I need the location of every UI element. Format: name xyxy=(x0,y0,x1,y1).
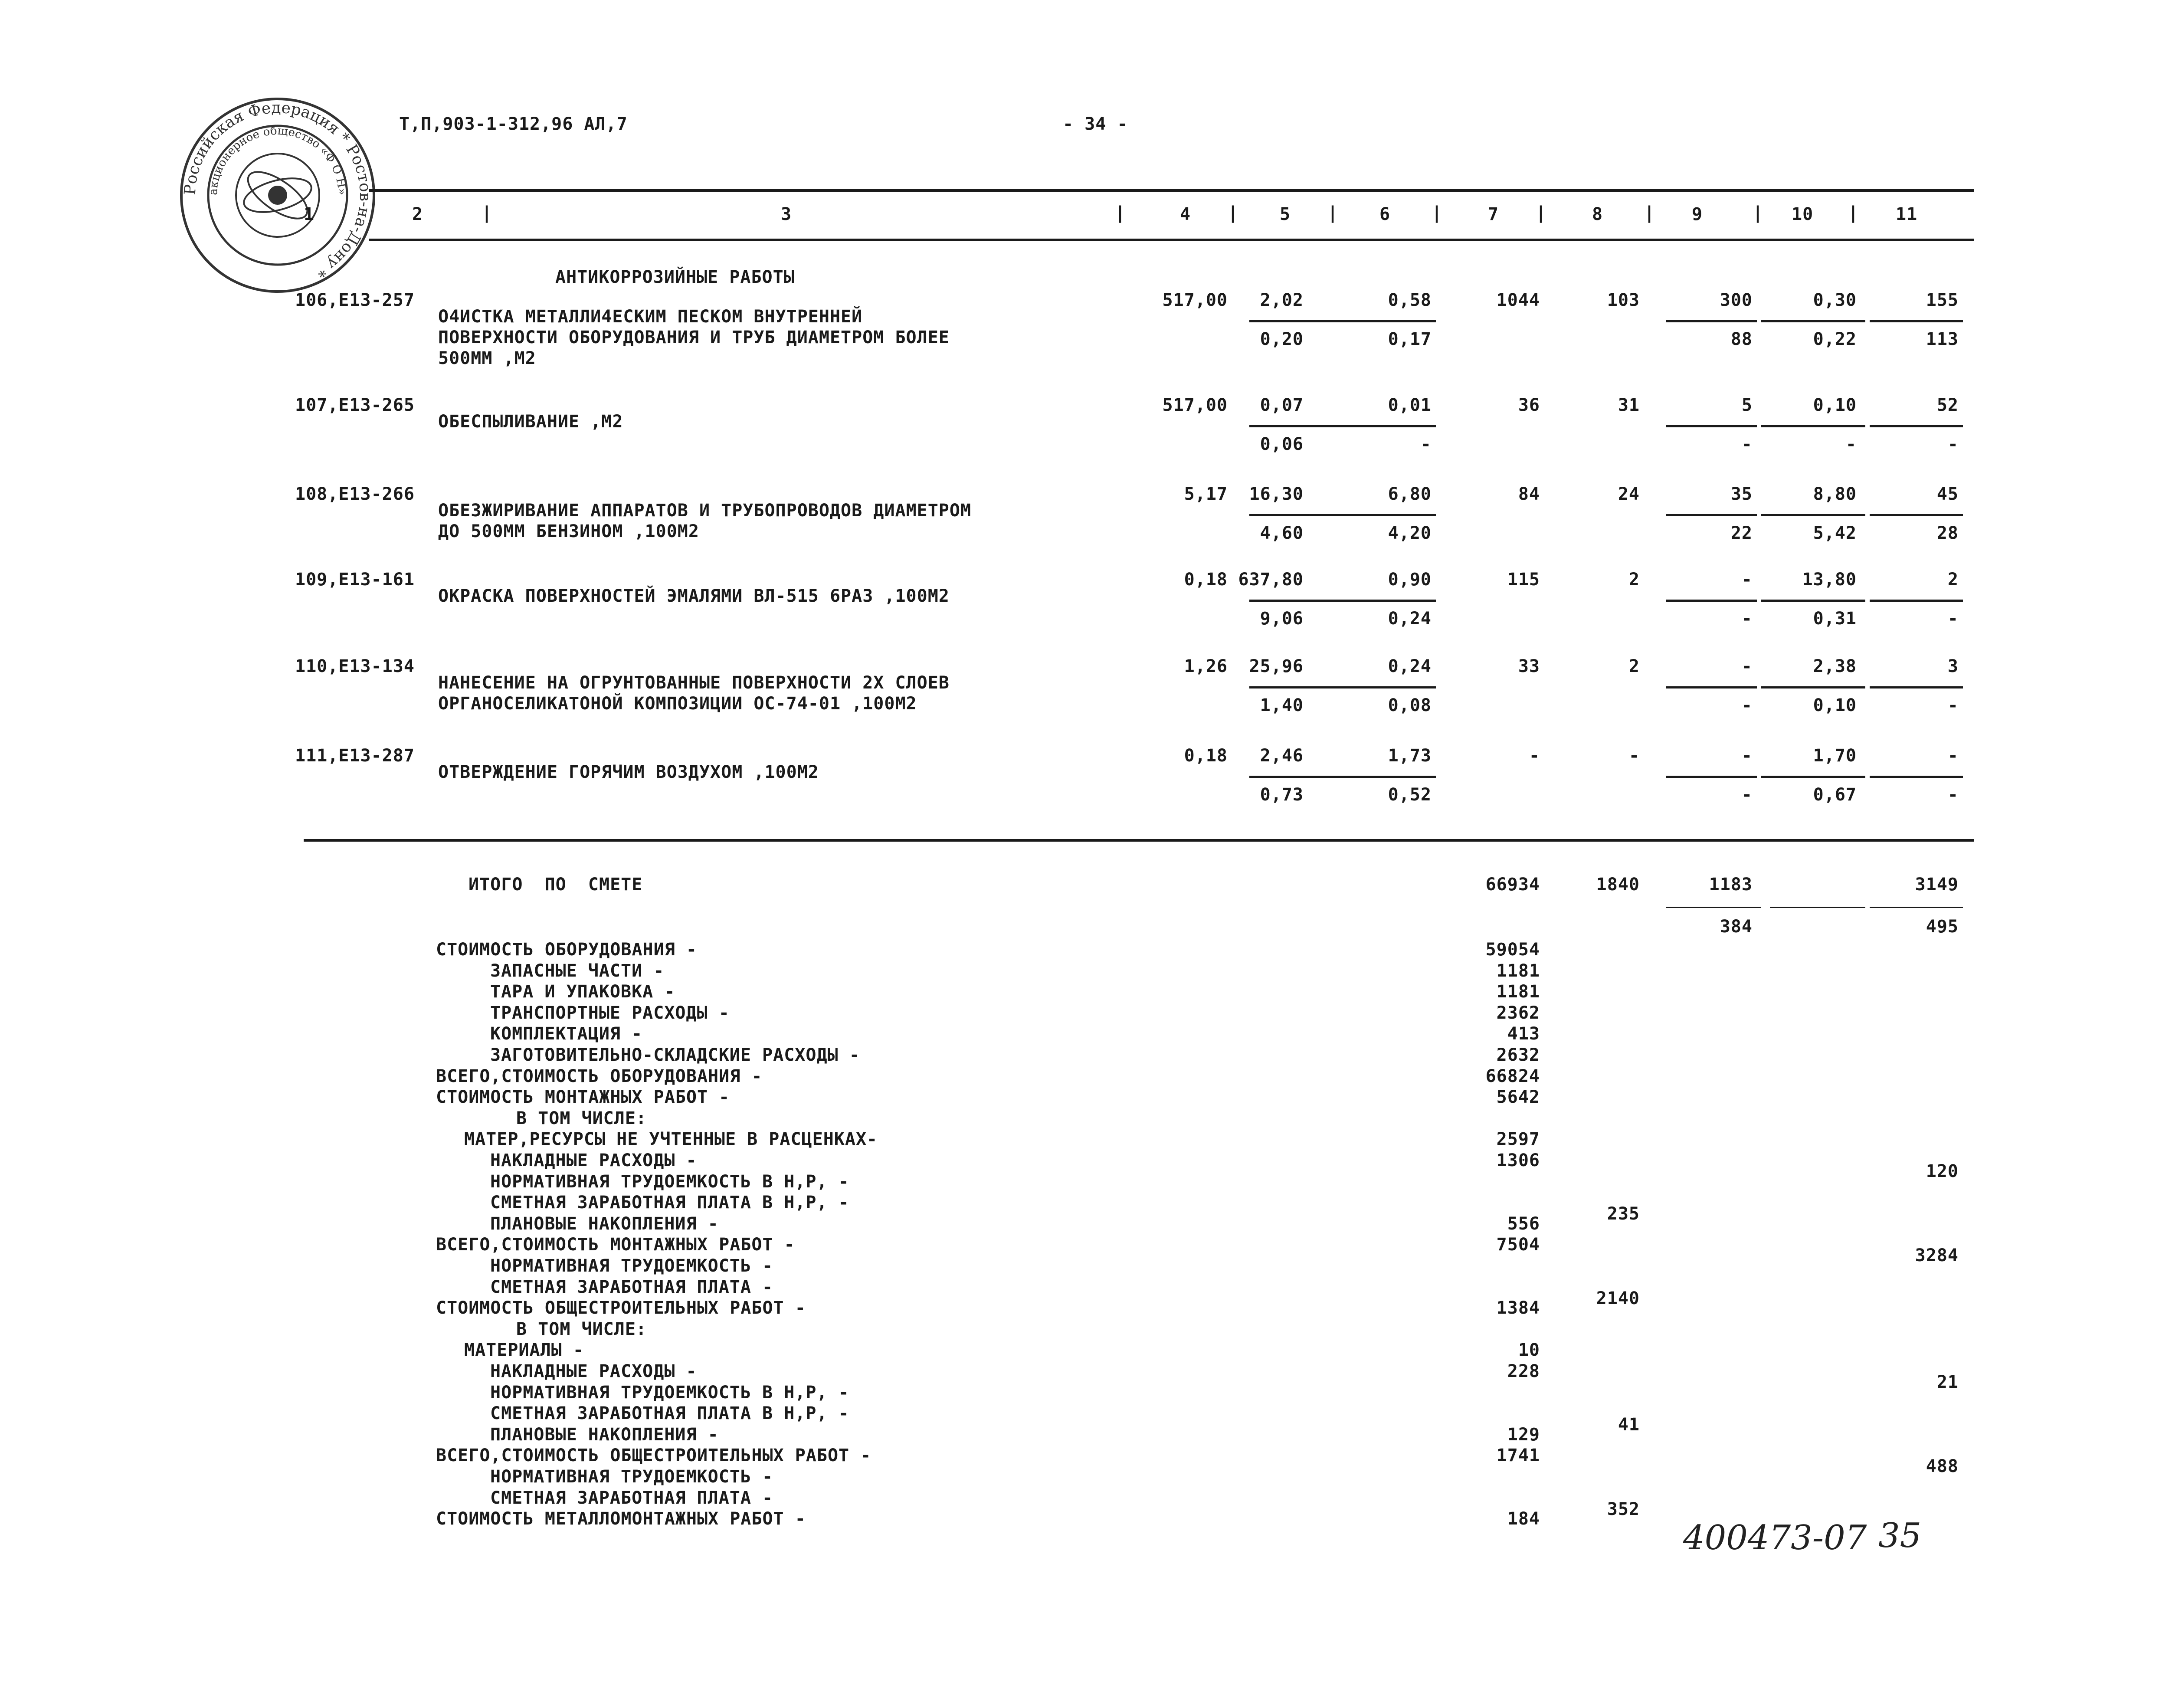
item-description: ПОВЕРХНОСТИ ОБОРУДОВАНИЯ И ТРУБ ДИАМЕТРОМ БОЛЕЕ xyxy=(438,328,950,348)
column-separator: | xyxy=(1228,203,1238,223)
cell-c5: 2,02 xyxy=(1260,290,1304,310)
cell-c6-sub: 0,52 xyxy=(1388,785,1432,805)
cell-c11: 155 xyxy=(1926,290,1959,310)
cell-c6-sub: 0,17 xyxy=(1388,329,1432,349)
summary-c7: 2597 xyxy=(1496,1129,1540,1150)
column-separator: | xyxy=(1432,203,1442,223)
cell-c4: 0,18 xyxy=(1184,746,1228,766)
cell-c9: 35 xyxy=(1730,484,1753,504)
cell-underline xyxy=(1349,776,1436,778)
cell-c8: 2 xyxy=(1628,570,1640,590)
summary-label: ТАРА И УПАКОВКА - xyxy=(490,982,675,1002)
cell-c5-sub: 9,06 xyxy=(1260,609,1304,629)
item-code: 110,Е13-134 xyxy=(295,656,415,676)
summary-c8: 2140 xyxy=(1596,1288,1640,1308)
cell-underline xyxy=(1870,600,1963,602)
cell-c9: 5 xyxy=(1741,395,1753,415)
cell-c5: 16,30 xyxy=(1249,484,1304,504)
column-header-7: 7 xyxy=(1488,204,1499,224)
summary-c11: 21 xyxy=(1936,1372,1959,1392)
summary-label: ВСЕГО,СТОИМОСТЬ ОБОРУДОВАНИЯ - xyxy=(436,1066,763,1086)
item-description: ОТВЕРЖДЕНИЕ ГОРЯЧИМ ВОЗДУХОМ ,100М2 xyxy=(438,762,819,782)
cell-c10: 0,30 xyxy=(1813,290,1857,310)
cell-c11-sub: 113 xyxy=(1926,329,1959,349)
cell-c8: - xyxy=(1628,746,1640,766)
table-header-bottom-rule xyxy=(369,239,1974,241)
cell-c5-sub: 1,40 xyxy=(1260,695,1304,715)
summary-label: ТРАНСПОРТНЫЕ РАСХОДЫ - xyxy=(490,1003,730,1023)
item-description: ОКРАСКА ПОВЕРХНОСТЕЙ ЭМАЛЯМИ ВЛ-515 6РАЗ ,100М2 xyxy=(438,586,950,606)
cell-c5: 25,96 xyxy=(1249,656,1304,676)
table-top-rule xyxy=(369,189,1974,192)
cell-c11-sub: - xyxy=(1947,434,1959,454)
summary-label: СМЕТНАЯ ЗАРАБОТНАЯ ПЛАТА - xyxy=(490,1488,773,1508)
summary-label: МАТЕРИАЛЫ - xyxy=(464,1340,584,1360)
column-header-4: 4 xyxy=(1180,204,1191,224)
cell-c11-sub: - xyxy=(1947,785,1959,805)
item-description: ОБЕСПЫЛИВАНИЕ ,М2 xyxy=(438,412,623,432)
cell-c4: 0,18 xyxy=(1184,570,1228,590)
cell-c6: 0,01 xyxy=(1388,395,1432,415)
cell-c5-sub: 0,06 xyxy=(1260,434,1304,454)
cell-c10-sub: 0,67 xyxy=(1813,785,1857,805)
total-c7: 66934 xyxy=(1485,875,1540,895)
cell-c8: 2 xyxy=(1628,656,1640,676)
cell-underline xyxy=(1666,600,1757,602)
cell-underline xyxy=(1349,320,1436,322)
cell-c11-sub: - xyxy=(1947,695,1959,715)
item-description: ДО 500ММ БЕНЗИНОМ ,100М2 xyxy=(438,521,699,541)
summary-c7: 1306 xyxy=(1496,1151,1540,1170)
summary-label: ВСЕГО,СТОИМОСТЬ ОБЩЕСТРОИТЕЛЬНЫХ РАБОТ - xyxy=(436,1446,871,1466)
column-separator: | xyxy=(1327,203,1338,223)
summary-c7: 5642 xyxy=(1496,1087,1540,1108)
cell-c10: 13,80 xyxy=(1802,570,1857,590)
cell-c11: 45 xyxy=(1936,484,1959,504)
cell-underline xyxy=(1870,514,1963,516)
summary-label: НАКЛАДНЫЕ РАСХОДЫ - xyxy=(490,1151,697,1170)
item-description: О4ИСТКА МЕТАЛЛИ4ЕСКИМ ПЕСКОМ ВНУТРЕННЕЙ xyxy=(438,307,863,327)
total-c11: 3149 xyxy=(1915,875,1959,895)
cell-c9-sub: - xyxy=(1741,609,1753,629)
cell-c7: 84 xyxy=(1518,484,1540,504)
cell-underline xyxy=(1666,320,1757,322)
total-c9: 1183 xyxy=(1709,875,1753,895)
summary-c7: 1181 xyxy=(1496,961,1540,981)
summary-label: СТОИМОСТЬ МЕТАЛЛОМОНТАЖНЫХ РАБОТ - xyxy=(436,1509,806,1529)
summary-c7: 10 xyxy=(1518,1340,1540,1360)
seal-outer-text: Российская Федерация * Ростов-на-Дону * xyxy=(181,98,374,281)
cell-c10: 0,10 xyxy=(1813,395,1857,415)
cell-c5: 637,80 xyxy=(1238,570,1304,590)
summary-label: ПЛАНОВЫЕ НАКОПЛЕНИЯ - xyxy=(490,1424,719,1445)
summary-label: НОРМАТИВНАЯ ТРУДОЕМКОСТЬ В Н,Р, - xyxy=(490,1382,849,1403)
item-description: ОРГАНОСЕЛИКАТОНОЙ КОМПОЗИЦИИ ОС-74-01 ,100М2 xyxy=(438,694,917,714)
handwritten-sheet-number: 35 xyxy=(1878,1516,1922,1555)
total-c8: 1840 xyxy=(1596,875,1640,895)
cell-underline xyxy=(1249,320,1362,322)
cell-underline xyxy=(1249,425,1362,427)
cell-c11: - xyxy=(1947,746,1959,766)
item-description: ОБЕЗЖИРИВАНИЕ АППАРАТОВ И ТРУБОПРОВОДОВ ДИАМЕТРОМ xyxy=(438,501,972,521)
summary-c7: 1181 xyxy=(1496,982,1540,1002)
item-code: 109,Е13-161 xyxy=(295,570,415,590)
table-end-rule xyxy=(304,839,1974,842)
cell-c8: 31 xyxy=(1618,395,1640,415)
summary-label: МАТЕР,РЕСУРСЫ НЕ УЧТЕННЫЕ В РАСЦЕНКАХ- xyxy=(464,1129,878,1150)
summary-label: СТОИМОСТЬ ОБЩЕСТРОИТЕЛЬНЫХ РАБОТ - xyxy=(436,1298,806,1318)
document-code: Т,П,903-1-312,96 АЛ,7 xyxy=(399,114,628,134)
summary-label: В ТОМ ЧИСЛЕ: xyxy=(516,1319,647,1339)
summary-c7: 556 xyxy=(1507,1213,1540,1234)
cell-underline xyxy=(1761,686,1865,688)
item-code: 108,Е13-266 xyxy=(295,484,415,504)
summary-c7: 2632 xyxy=(1496,1045,1540,1065)
cell-c10: 8,80 xyxy=(1813,484,1857,504)
item-code: 107,Е13-265 xyxy=(295,395,415,415)
cell-c11-sub: 28 xyxy=(1936,523,1959,543)
svg-text:акционерное общество «Ф О Н» xyxy=(207,125,348,196)
cell-c6-sub: 4,20 xyxy=(1388,523,1432,543)
summary-label: НОРМАТИВНАЯ ТРУДОЕМКОСТЬ - xyxy=(490,1467,773,1487)
column-header-11: 11 xyxy=(1896,204,1918,224)
cell-underline xyxy=(1770,907,1865,908)
cell-c7: 33 xyxy=(1518,656,1540,676)
cell-underline xyxy=(1870,425,1963,427)
summary-c11: 3284 xyxy=(1915,1246,1959,1265)
summary-c11: 120 xyxy=(1926,1161,1959,1181)
cell-underline xyxy=(1666,686,1757,688)
summary-c7: 7504 xyxy=(1496,1235,1540,1255)
cell-c8: 103 xyxy=(1607,290,1640,310)
cell-underline xyxy=(1249,686,1362,688)
cell-c7: 36 xyxy=(1518,395,1540,415)
cell-c9-sub: 22 xyxy=(1730,523,1753,543)
cell-underline xyxy=(1249,776,1362,778)
cell-c10-sub: 0,10 xyxy=(1813,695,1857,715)
summary-c7: 1384 xyxy=(1496,1298,1540,1318)
summary-c7: 184 xyxy=(1507,1509,1540,1529)
cell-c9-sub: - xyxy=(1741,785,1753,805)
cell-underline xyxy=(1761,600,1865,602)
seal-inner-text: акционерное общество «Ф О Н» xyxy=(206,124,349,196)
summary-label: ЗАГОТОВИТЕЛЬНО-СКЛАДСКИЕ РАСХОДЫ - xyxy=(490,1045,860,1065)
cell-c6-sub: - xyxy=(1420,434,1432,454)
cell-underline xyxy=(1666,776,1757,778)
cell-c8: 24 xyxy=(1618,484,1640,504)
column-header-2: 2 xyxy=(412,204,423,224)
section-title: АНТИКОРРОЗИЙНЫЕ РАБОТЫ xyxy=(555,267,795,287)
summary-label: СМЕТНАЯ ЗАРАБОТНАЯ ПЛАТА В Н,Р, - xyxy=(490,1403,849,1424)
cell-underline xyxy=(1761,514,1865,516)
summary-label: ЗАПАСНЫЕ ЧАСТИ - xyxy=(490,961,665,981)
cell-c6: 1,73 xyxy=(1388,746,1432,766)
column-header-8: 8 xyxy=(1592,204,1603,224)
cell-c4: 5,17 xyxy=(1184,484,1228,504)
cell-c5-sub: 0,73 xyxy=(1260,785,1304,805)
summary-label: НАКЛАДНЫЕ РАСХОДЫ - xyxy=(490,1361,697,1381)
cell-c4: 1,26 xyxy=(1184,656,1228,676)
summary-c8: 41 xyxy=(1618,1415,1640,1435)
summary-c11: 488 xyxy=(1926,1456,1959,1476)
cell-c7: 1044 xyxy=(1496,290,1540,310)
handwritten-inventory-number: 400473-07 xyxy=(1683,1518,1867,1557)
column-header-3: 3 xyxy=(781,204,792,224)
summary-label: НОРМАТИВНАЯ ТРУДОЕМКОСТЬ - xyxy=(490,1256,773,1276)
summary-label: СМЕТНАЯ ЗАРАБОТНАЯ ПЛАТА В Н,Р, - xyxy=(490,1193,849,1213)
cell-underline xyxy=(1870,320,1963,322)
cell-c9-sub: - xyxy=(1741,695,1753,715)
summary-c7: 59054 xyxy=(1485,940,1540,960)
cell-c4: 517,00 xyxy=(1162,395,1228,415)
summary-label: СТОИМОСТЬ МОНТАЖНЫХ РАБОТ - xyxy=(436,1087,730,1108)
cell-underline xyxy=(1349,425,1436,427)
cell-underline xyxy=(1761,776,1865,778)
column-header-6: 6 xyxy=(1379,204,1391,224)
cell-c4: 517,00 xyxy=(1162,290,1228,310)
summary-label: СТОИМОСТЬ ОБОРУДОВАНИЯ - xyxy=(436,940,697,960)
cell-underline xyxy=(1349,514,1436,516)
cell-underline xyxy=(1249,600,1362,602)
column-separator: | xyxy=(1848,203,1859,223)
page-number: - 34 - xyxy=(1063,114,1128,134)
cell-c5: 0,07 xyxy=(1260,395,1304,415)
summary-label: НОРМАТИВНАЯ ТРУДОЕМКОСТЬ В Н,Р, - xyxy=(490,1171,849,1192)
column-separator: | xyxy=(1536,203,1546,223)
cell-underline xyxy=(1761,320,1865,322)
cell-underline xyxy=(1249,514,1362,516)
cell-underline xyxy=(1870,907,1963,908)
cell-c10: 1,70 xyxy=(1813,746,1857,766)
total-c9-sub: 384 xyxy=(1720,917,1753,937)
item-description: 500ММ ,М2 xyxy=(438,348,536,368)
cell-c7: - xyxy=(1529,746,1540,766)
cell-c11: 52 xyxy=(1936,395,1959,415)
summary-label: ВСЕГО,СТОИМОСТЬ МОНТАЖНЫХ РАБОТ - xyxy=(436,1235,795,1255)
cell-c6: 0,90 xyxy=(1388,570,1432,590)
column-separator: | xyxy=(1753,203,1763,223)
total-c11-sub: 495 xyxy=(1926,917,1959,937)
summary-c7: 2362 xyxy=(1496,1003,1540,1023)
cell-c5-sub: 4,60 xyxy=(1260,523,1304,543)
cell-c5-sub: 0,20 xyxy=(1260,329,1304,349)
summary-c8: 352 xyxy=(1607,1499,1640,1519)
cell-c10-sub: 0,31 xyxy=(1813,609,1857,629)
cell-c10-sub: 5,42 xyxy=(1813,523,1857,543)
cell-underline xyxy=(1870,776,1963,778)
cell-c11: 3 xyxy=(1947,656,1959,676)
cell-c11: 2 xyxy=(1947,570,1959,590)
summary-c8: 235 xyxy=(1607,1204,1640,1224)
cell-c10-sub: 0,22 xyxy=(1813,329,1857,349)
cell-c9: 300 xyxy=(1720,290,1753,310)
cell-underline xyxy=(1870,686,1963,688)
column-header-1: 1 xyxy=(304,204,315,224)
item-description: НАНЕСЕНИЕ НА ОГРУНТОВАННЫЕ ПОВЕРХНОСТИ 2Х СЛОЕВ xyxy=(438,673,950,693)
cell-c5: 2,46 xyxy=(1260,746,1304,766)
total-label: ИТОГО ПО СМЕТЕ xyxy=(468,875,643,895)
company-seal-stamp xyxy=(178,95,377,295)
column-separator: | xyxy=(482,203,492,223)
summary-label: ПЛАНОВЫЕ НАКОПЛЕНИЯ - xyxy=(490,1213,719,1234)
cell-c6: 0,24 xyxy=(1388,656,1432,676)
cell-c6: 0,58 xyxy=(1388,290,1432,310)
column-separator: | xyxy=(1115,203,1126,223)
summary-label: КОМПЛЕКТАЦИЯ - xyxy=(490,1024,643,1044)
cell-c6: 6,80 xyxy=(1388,484,1432,504)
summary-c7: 129 xyxy=(1507,1424,1540,1445)
summary-c7: 1741 xyxy=(1496,1446,1540,1466)
cell-c9: - xyxy=(1741,656,1753,676)
cell-c9-sub: 88 xyxy=(1730,329,1753,349)
cell-underline xyxy=(1349,686,1436,688)
cell-underline xyxy=(1349,600,1436,602)
column-separator: | xyxy=(1644,203,1655,223)
item-code: 111,Е13-287 xyxy=(295,746,415,766)
summary-c7: 413 xyxy=(1507,1024,1540,1044)
cell-underline xyxy=(1666,514,1757,516)
column-header-10: 10 xyxy=(1792,204,1814,224)
cell-c7: 115 xyxy=(1507,570,1540,590)
cell-c9-sub: - xyxy=(1741,434,1753,454)
summary-c7: 228 xyxy=(1507,1361,1540,1381)
cell-c9: - xyxy=(1741,746,1753,766)
cell-underline xyxy=(1761,425,1865,427)
summary-label: В ТОМ ЧИСЛЕ: xyxy=(516,1108,647,1128)
cell-c6-sub: 0,08 xyxy=(1388,695,1432,715)
summary-label: СМЕТНАЯ ЗАРАБОТНАЯ ПЛАТА - xyxy=(490,1277,773,1297)
cell-c10: 2,38 xyxy=(1813,656,1857,676)
cell-c11-sub: - xyxy=(1947,609,1959,629)
item-code: 106,Е13-257 xyxy=(295,290,415,310)
cell-c9: - xyxy=(1741,570,1753,590)
column-header-5: 5 xyxy=(1280,204,1291,224)
cell-underline xyxy=(1666,425,1757,427)
summary-c7: 66824 xyxy=(1485,1066,1540,1086)
cell-c6-sub: 0,24 xyxy=(1388,609,1432,629)
column-header-9: 9 xyxy=(1692,204,1703,224)
cell-underline xyxy=(1666,907,1761,908)
cell-c10-sub: - xyxy=(1845,434,1857,454)
